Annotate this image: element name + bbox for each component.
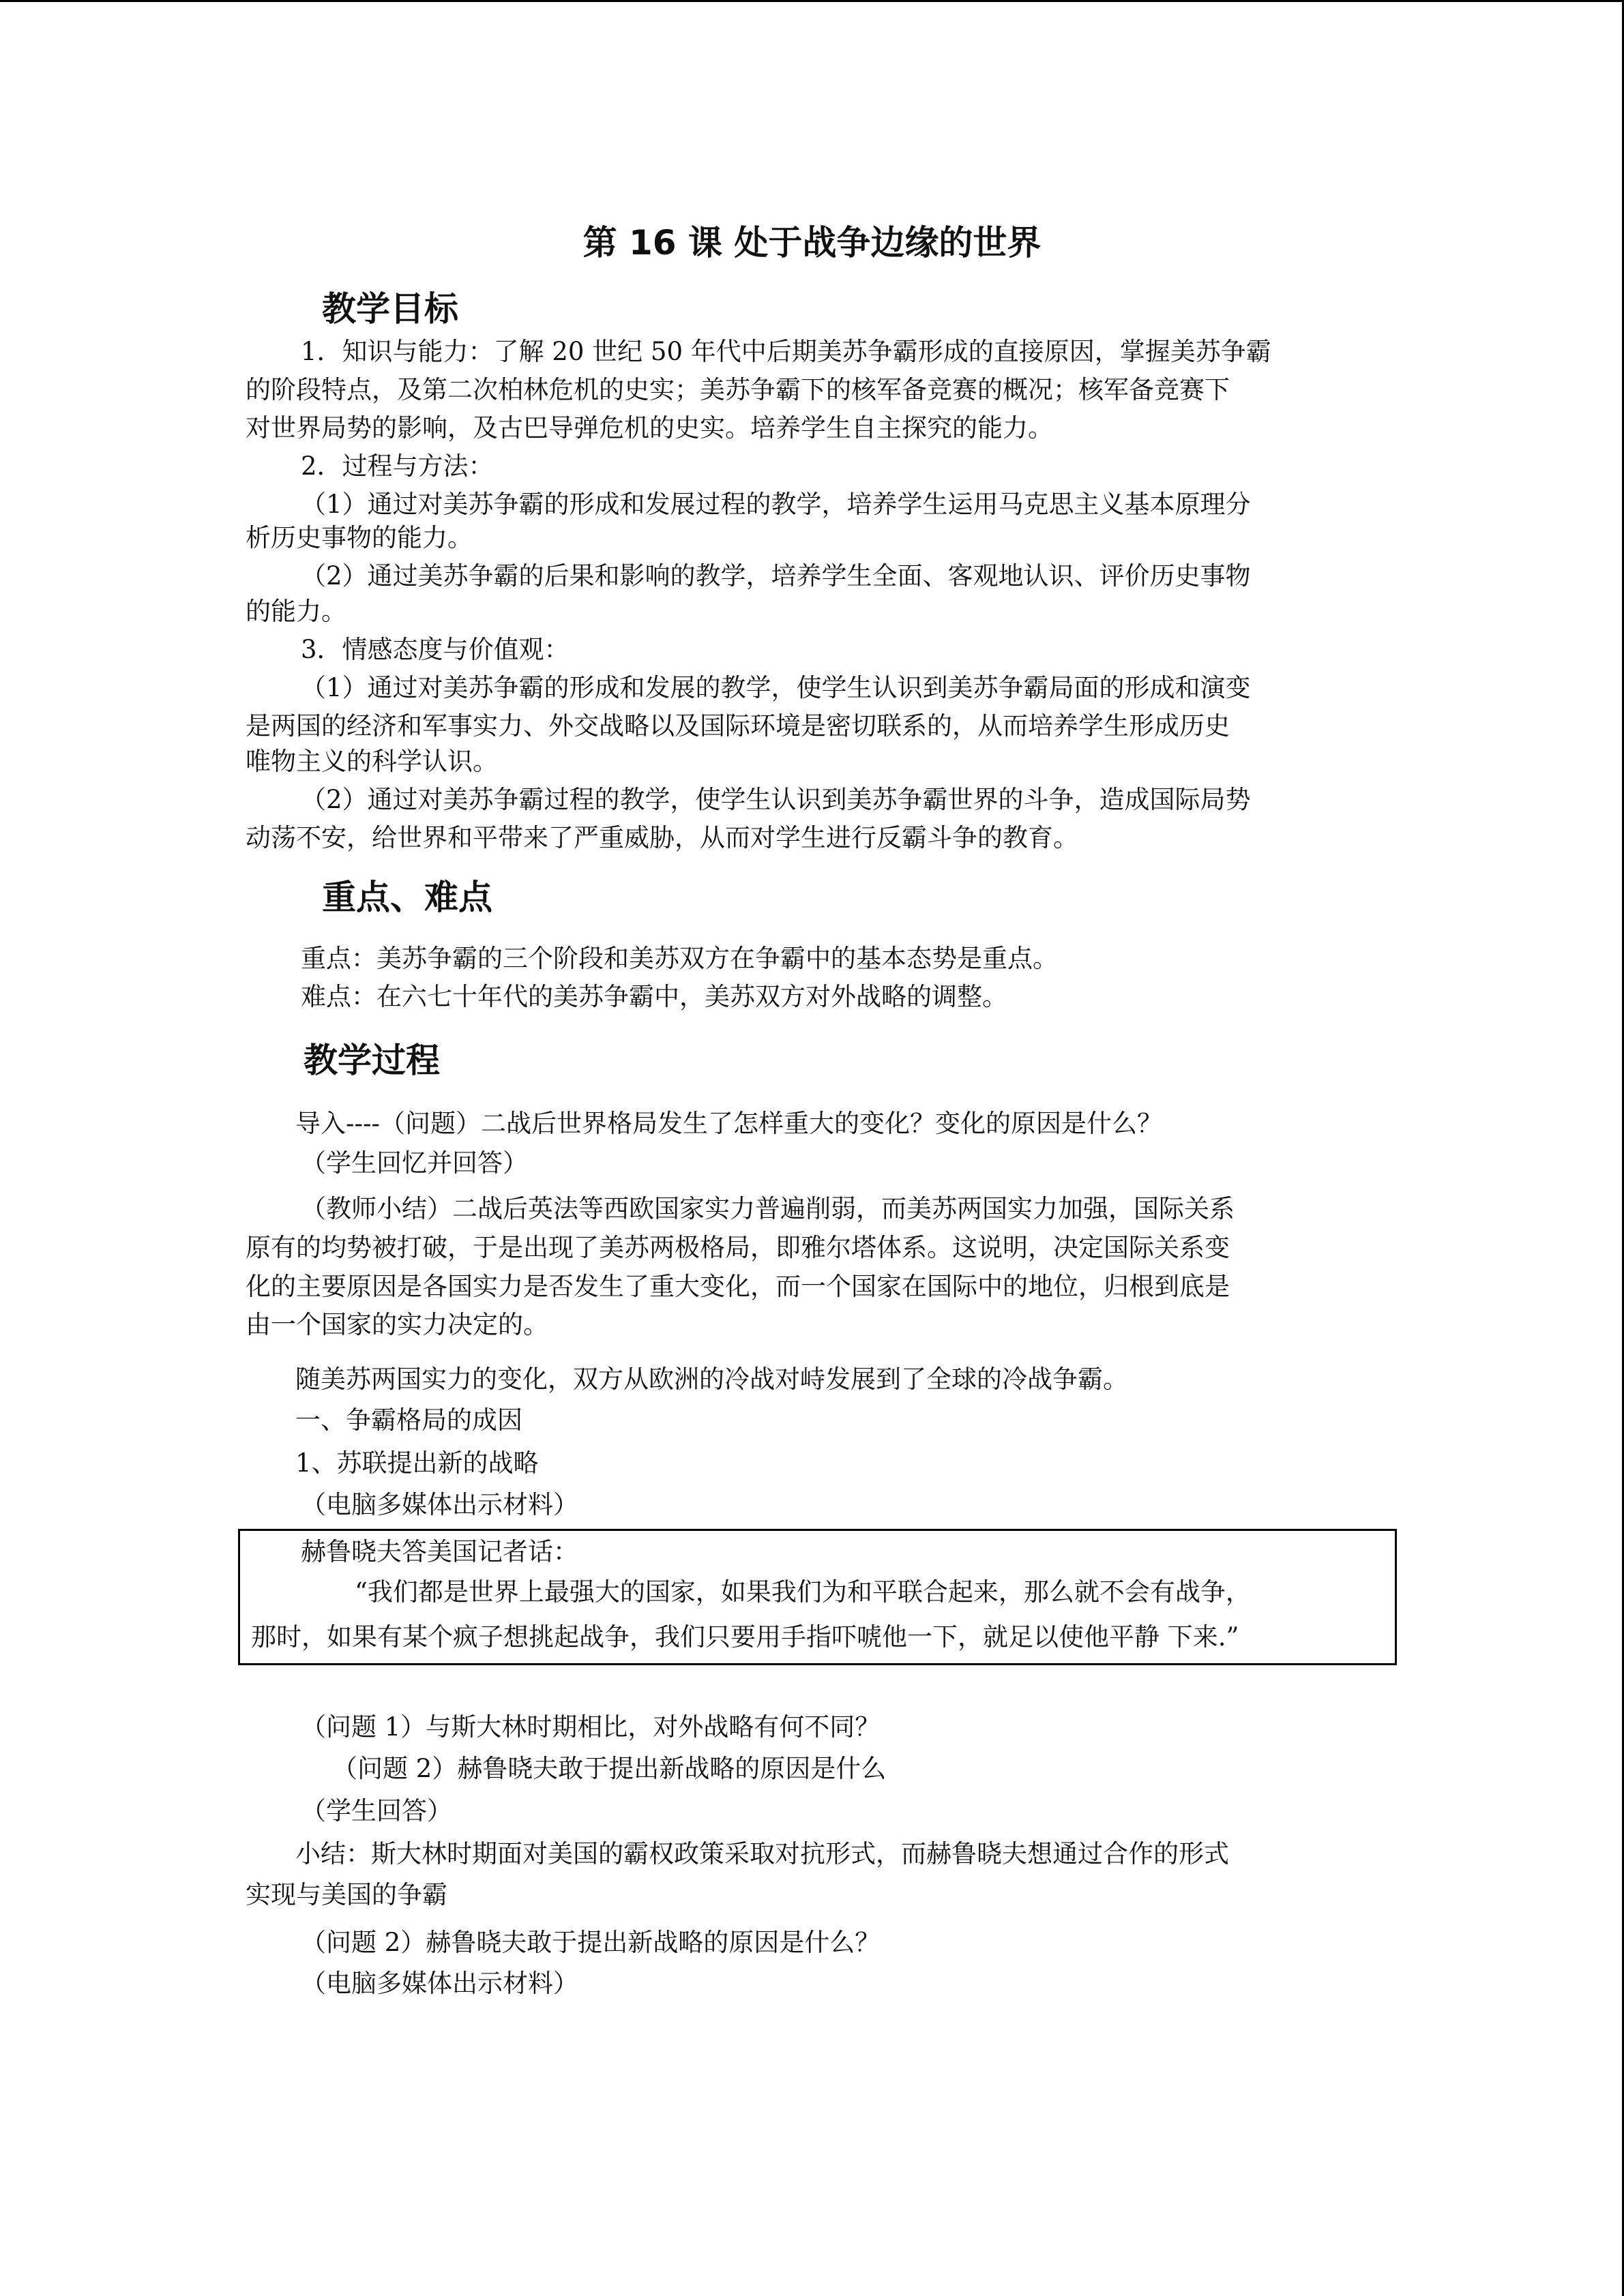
goal-line: 的阶段特点，及第二次柏林危机的史实；美苏争霸下的核军备竞赛的概况；核军备竞赛下 — [246, 375, 1230, 404]
heading-process: 教学过程 — [304, 1041, 440, 1080]
goal-line: （2）通过美苏争霸的后果和影响的教学，培养学生全面、客观地认识、评价历史事物 — [301, 561, 1251, 591]
page-title: 第 16 课 处于战争边缘的世界 — [582, 223, 1042, 263]
process-line: （电脑多媒体出示材料） — [301, 1490, 578, 1519]
goal-line: 析历史事物的能力。 — [246, 523, 473, 552]
goal-line: （2）通过对美苏争霸过程的教学，使学生认识到美苏争霸世界的斗争，造成国际局势 — [301, 785, 1251, 814]
question-line: （问题 2）赫鲁晓夫敢于提出新战略的原因是什么 — [332, 1754, 887, 1783]
goal-line: 的能力。 — [246, 597, 346, 626]
quote-line: “我们都是世界上最强大的国家，如果我们为和平联合起来，那么就不会有战争， — [355, 1577, 1251, 1607]
heading-goals: 教学目标 — [322, 289, 458, 329]
process-line: 化的主要原因是各国实力是否发生了重大变化，而一个国家在国际中的地位，归根到底是 — [246, 1272, 1230, 1301]
question-line: （问题 2）赫鲁晓夫敢于提出新战略的原因是什么？ — [301, 1928, 881, 1957]
goal-line: 1．知识与能力：了解 20 世纪 50 年代中后期美苏争霸形成的直接原因，掌握美苏争霸 — [301, 337, 1271, 366]
goal-line: 对世界局势的影响，及古巴导弹危机的史实。培养学生自主探究的能力。 — [246, 413, 1053, 443]
process-line: 一、争霸格局的成因 — [295, 1405, 522, 1435]
goal-line: 是两国的经济和军事实力、外交战略以及国际环境是密切联系的，从而培养学生形成历史 — [246, 711, 1230, 741]
goal-line: （1）通过对美苏争霸的形成和发展的教学，使学生认识到美苏争霸局面的形成和演变 — [301, 673, 1251, 702]
question-line: （学生回答） — [301, 1796, 452, 1825]
summary-line: 实现与美国的争霸 — [246, 1880, 447, 1909]
process-line: 导入----（问题）二战后世界格局发生了怎样重大的变化？变化的原因是什么？ — [295, 1109, 1163, 1138]
goal-line: 动荡不安，给世界和平带来了严重威胁，从而对学生进行反霸斗争的教育。 — [246, 823, 1078, 852]
process-line: （教师小结）二战后英法等西欧国家实力普遍削弱，而美苏两国实力加强，国际关系 — [301, 1194, 1235, 1223]
key-point-line: 重点：美苏争霸的三个阶段和美苏双方在争霸中的基本态势是重点。 — [301, 944, 1058, 973]
quote-line: 那时，如果有某个疯子想挑起战争，我们只要用手指吓唬他一下，就足以使他平静 下来.” — [251, 1622, 1239, 1652]
goal-line: 唯物主义的科学认识。 — [246, 747, 498, 776]
quote-line: 赫鲁晓夫答美国记者话： — [301, 1537, 578, 1566]
process-line: （学生回忆并回答） — [301, 1148, 528, 1178]
process-line: 1、苏联提出新的战略 — [295, 1448, 539, 1478]
heading-key-points: 重点、难点 — [322, 878, 492, 917]
question-line: （问题 1）与斯大林时期相比，对外战略有何不同？ — [301, 1712, 881, 1742]
goal-line: （1）通过对美苏争霸的形成和发展过程的教学，培养学生运用马克思主义基本原理分 — [301, 490, 1251, 519]
summary-line: 小结：斯大林时期面对美国的霸权政策采取对抗形式，而赫鲁晓夫想通过合作的形式 — [295, 1839, 1229, 1868]
goal-line: 3．情感态度与价值观： — [301, 635, 570, 664]
process-line: 由一个国家的实力决定的。 — [246, 1310, 548, 1339]
key-point-line: 难点：在六七十年代的美苏争霸中，美苏双方对外战略的调整。 — [301, 982, 1007, 1011]
process-line: 随美苏两国实力的变化，双方从欧洲的冷战对峙发展到了全球的冷战争霸。 — [295, 1365, 1128, 1394]
goal-line: 2．过程与方法： — [301, 451, 494, 481]
process-line: 原有的均势被打破，于是出现了美苏两极格局，即雅尔塔体系。这说明，决定国际关系变 — [246, 1233, 1230, 1262]
question-line: （电脑多媒体出示材料） — [301, 1969, 578, 1998]
